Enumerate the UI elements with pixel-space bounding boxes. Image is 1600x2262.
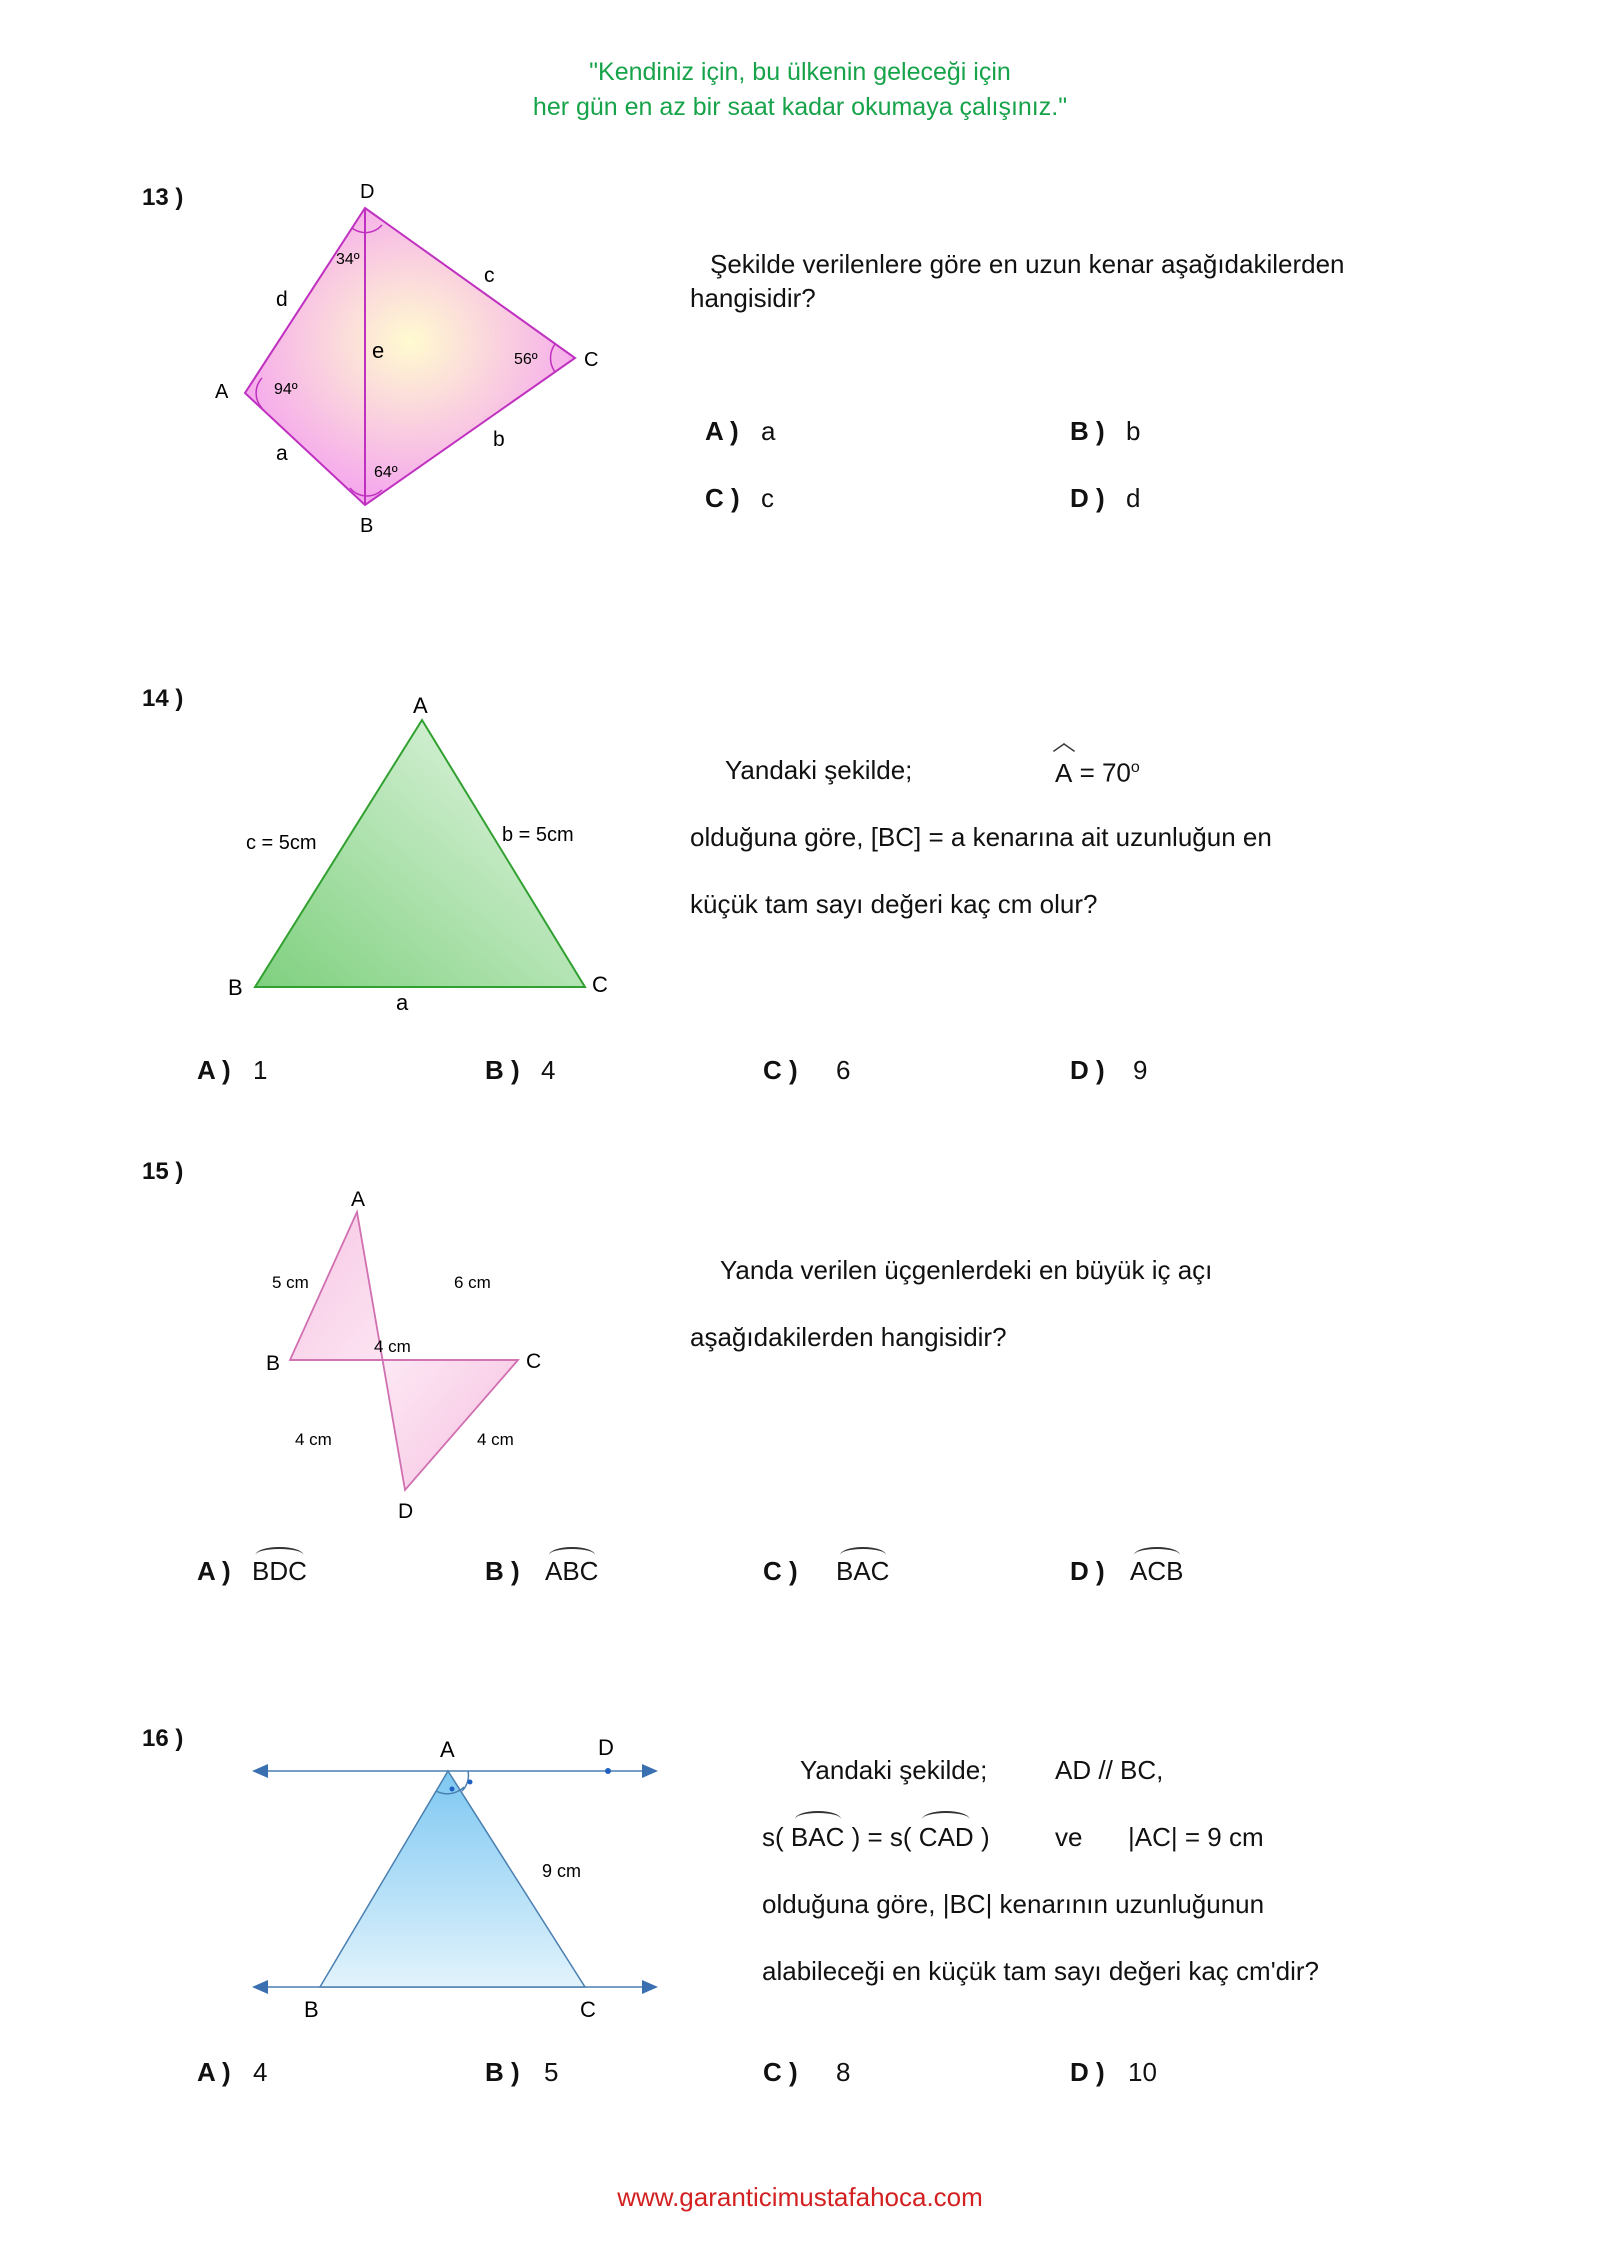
q14-angle-value: = 70 xyxy=(1072,757,1131,788)
q14-angle-unit: o xyxy=(1130,759,1140,776)
q14-angle-expr xyxy=(1055,751,1140,790)
q15-option-c[interactable]: C ) BAC xyxy=(763,1556,890,1586)
q14-option-c[interactable]: C ) 6 xyxy=(763,1055,851,1085)
q16-vertex-c: C xyxy=(580,1997,596,2022)
header-quote-line1: "Kendiniz için, bu ülkenin geleceği için xyxy=(589,58,1011,86)
q16-vertex-a: A xyxy=(440,1737,455,1762)
q15-label-ab: 5 cm xyxy=(272,1273,309,1292)
q13-text-line1: Şekilde verilenlere göre en uzun kenar aşağıdakilerden xyxy=(710,249,1345,279)
q16-option-a[interactable]: A ) 4 xyxy=(197,2057,268,2087)
q16-figure xyxy=(240,1725,670,2025)
q13-angle-b: 64º xyxy=(374,464,398,481)
q16-text-line1: Yandaki şekilde; xyxy=(800,1755,988,1785)
q16-option-d[interactable]: D ) 10 xyxy=(1070,2057,1157,2087)
q14-angle-letter: A xyxy=(1055,757,1073,788)
q16-option-b[interactable]: B ) 5 xyxy=(485,2057,559,2087)
q16-option-c[interactable]: C ) 8 xyxy=(763,2057,851,2087)
q16-angle-cad: CAD xyxy=(918,1822,974,1852)
q16-arrow-left-top xyxy=(252,1764,268,1778)
q16-arrow-right-bottom xyxy=(642,1980,658,1994)
q13-text-line2: hangisidir? xyxy=(690,283,816,313)
q15-vertex-b: B xyxy=(266,1352,281,1375)
q15-number: 15 ) xyxy=(142,1158,184,1185)
q14-vertex-c: C xyxy=(592,972,608,997)
q15-option-b[interactable]: B ) ABC xyxy=(485,1556,599,1586)
q16-arrow-left-bottom xyxy=(252,1980,268,1994)
q13-option-a[interactable]: A ) a xyxy=(705,416,776,446)
q14-number: 14 ) xyxy=(142,685,184,712)
q13-side-b: b xyxy=(493,428,505,451)
q14-vertex-b: B xyxy=(228,975,243,1000)
q15-vertex-d: D xyxy=(398,1500,414,1523)
q16-point-d xyxy=(605,1768,611,1774)
q13-side-d: d xyxy=(276,288,288,311)
q14-side-b: b = 5cm xyxy=(502,824,574,846)
q14-text-line2: olduğuna göre, [BC] = a kenarına ait uzunluğun en xyxy=(690,822,1272,852)
q16-text-line3: olduğuna göre, |BC| kenarının uzunluğunun xyxy=(762,1889,1265,1919)
q15-option-a[interactable]: A ) BDC xyxy=(197,1556,307,1586)
q16-text-line2: s( BAC ) = s( CAD ) xyxy=(762,1822,990,1852)
q13-side-c: c xyxy=(484,264,495,287)
q13-angle-a: 94º xyxy=(274,381,298,398)
q13-angle-c: 56º xyxy=(514,351,538,368)
q16-number: 16 ) xyxy=(142,1725,184,1752)
q14-option-b[interactable]: B ) 4 xyxy=(485,1055,556,1085)
q15-vertex-a: A xyxy=(351,1188,366,1211)
q13-side-a: a xyxy=(276,442,288,465)
q14-option-d[interactable]: D ) 9 xyxy=(1070,1055,1148,1085)
q13-number: 13 ) xyxy=(142,184,184,211)
q13-vertex-c: C xyxy=(584,349,599,371)
q14-side-a: a xyxy=(396,990,409,1015)
q16-text-line4: alabileceği en küçük tam sayı değeri kaç cm'dir? xyxy=(762,1956,1320,1986)
q16-vertex-d: D xyxy=(598,1735,614,1760)
q16-angle-bac: BAC xyxy=(790,1822,845,1852)
q15-label-cd: 4 cm xyxy=(477,1430,514,1449)
q16-label-ac: 9 cm xyxy=(542,1861,582,1881)
q14-side-c: c = 5cm xyxy=(246,832,317,854)
q16-vertex-b: B xyxy=(304,1997,319,2022)
q14-text-line1: Yandaki şekilde; xyxy=(725,755,913,785)
q13-figure xyxy=(200,170,620,550)
q14-option-a[interactable]: A ) 1 xyxy=(197,1055,268,1085)
q15-vertex-c: C xyxy=(526,1350,542,1373)
header-quote-line2: her gün en az bir saat kadar okumaya çalışınız." xyxy=(532,93,1068,121)
q13-side-e: e xyxy=(372,338,385,363)
q14-vertex-a: A xyxy=(413,693,428,718)
q16-arrow-right-top xyxy=(642,1764,658,1778)
q15-text-line1: Yanda verilen üçgenlerdeki en büyük iç açı xyxy=(720,1255,1213,1285)
q15-option-d[interactable]: D ) ACB xyxy=(1070,1556,1184,1586)
q15-figure xyxy=(250,1180,580,1530)
q15-label-bc: 4 cm xyxy=(374,1337,411,1356)
q13-angle-d: 34º xyxy=(336,251,360,268)
q15-label-bd: 4 cm xyxy=(295,1430,332,1449)
q16-text-condition: AD // BC, xyxy=(1055,1755,1164,1785)
q13-option-d[interactable]: D ) d xyxy=(1070,483,1141,513)
q14-text-line3: küçük tam sayı değeri kaç cm olur? xyxy=(690,889,1098,919)
q14-figure xyxy=(210,685,630,1020)
q16-text-ac: |AC| = 9 cm xyxy=(1128,1822,1264,1852)
q16-text-ve: ve xyxy=(1055,1822,1083,1852)
q13-vertex-d: D xyxy=(360,181,375,203)
q13-option-c[interactable]: C ) c xyxy=(705,483,774,513)
q13-vertex-a: A xyxy=(215,381,229,403)
q15-label-ac: 6 cm xyxy=(454,1273,491,1292)
q13-vertex-b: B xyxy=(360,515,374,537)
q15-text-line2: aşağıdakilerden hangisidir? xyxy=(690,1322,1007,1352)
footer-url[interactable]: www.garanticimustafahoca.com xyxy=(617,2182,983,2212)
q13-option-b[interactable]: B ) b xyxy=(1070,416,1141,446)
